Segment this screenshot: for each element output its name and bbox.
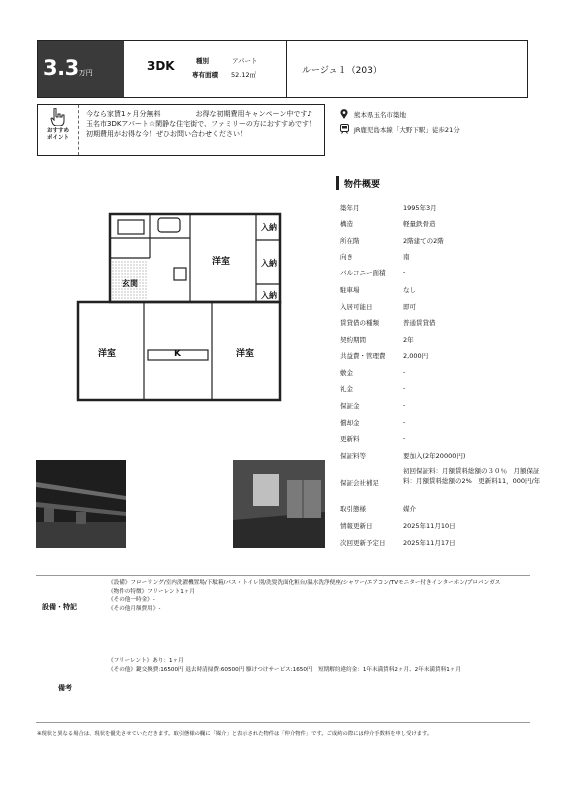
header-divider: [286, 41, 287, 97]
spec-row: [340, 521, 540, 536]
spec-key: 礼金: [340, 385, 353, 393]
type-value: アパート: [232, 57, 258, 65]
address: 熊本県玉名市築地: [354, 111, 406, 119]
genkan-label: 玄関: [122, 279, 138, 288]
western-room-label-1: 洋室: [212, 257, 231, 267]
spec-key: 敷金: [340, 369, 353, 377]
equipment-line: 《その他一時金》-: [108, 597, 155, 603]
spec-value: なし: [403, 286, 416, 294]
spec-key: 取引態様: [340, 505, 366, 513]
spec-value: 即可: [403, 303, 416, 311]
remarks-text: [108, 657, 528, 675]
spec-value: -: [403, 434, 406, 442]
spec-row: [340, 219, 540, 234]
recommend-text: 今なら家賃1ヶ月分無料 お得な初期費用キャンペーン中です♪玉名市3DKアパート☆閑静な住宅街で、ファミリーの方におすすめです！初期費用がお得な今！ぜひお問い合わせください！: [86, 110, 316, 138]
spec-row: [340, 384, 540, 399]
remarks-line: 《その他》鍵交換費:16500円 退去時清掃費:60500円 駆けつけサービス:1650円 短期解約違約金：1年未満賃料2ヶ月、2年未満賃料1ヶ月: [108, 667, 461, 673]
spec-value: 初回保証料：月額賃料総額の３０％ 月額保証料：月額賃料総額の2% 更新料11，000円/年: [403, 467, 541, 485]
spec-row: [340, 236, 540, 251]
spec-value: 南: [403, 253, 410, 261]
spec-row: [340, 318, 540, 333]
spec-row: [340, 203, 540, 218]
spec-key: 保証会社補足: [340, 479, 379, 487]
spec-key: 契約期間: [340, 336, 366, 344]
spec-value: 媒介: [403, 505, 416, 513]
recommend-icon-label: おすすめ ポイント: [46, 128, 70, 141]
spec-row: [340, 335, 540, 350]
footer-note: ※現状と異なる場合は、現状を優先させていただきます。取引態様の欄に「媒介」と表示された物件は「仲介物件」です。ご成約の際には仲介手数料を申し受けます。: [37, 731, 433, 737]
spec-row: [340, 401, 540, 416]
type-label: 種別: [196, 57, 209, 65]
spec-row: [340, 538, 540, 553]
spec-key: 保証金: [340, 402, 360, 410]
spec-value: -: [403, 384, 406, 392]
spec-key: 情報更新日: [340, 522, 373, 530]
area-label: 専有面積: [192, 71, 218, 79]
overview-title: 物件概要: [344, 180, 381, 190]
equipment-top-rule: [36, 575, 530, 576]
spec-row: [340, 368, 540, 383]
rent-value: 3.3: [43, 56, 79, 80]
spec-value: -: [403, 368, 406, 376]
spec-key: 駐車場: [340, 286, 360, 294]
western-room-label-2: 洋室: [98, 349, 117, 359]
spec-row: [340, 302, 540, 317]
spec-value: 要加入(2年20000円): [403, 452, 466, 460]
spec-key: 入居可能日: [340, 303, 373, 311]
equipment-line: 《設備》フローリング/室内洗濯機置場/下駄箱/バス・トイレ別/洗髪洗面化粧台/温水洗浄便座/シャワー/エアコン/TVモニター付きインターホン/プロパンガス: [108, 580, 501, 586]
spec-row: [340, 418, 540, 433]
layout-type: 3DK: [147, 59, 175, 73]
spec-value: 2025年11月10日: [403, 522, 456, 530]
exterior-photo: [36, 460, 126, 548]
equipment-line: 《その他月額費用》-: [108, 605, 161, 612]
spec-value: 2階建ての2階: [403, 237, 444, 245]
map-pin-icon: [340, 109, 348, 119]
spec-key: バルコニー面積: [340, 269, 386, 277]
spec-key: 共益費・管理費: [340, 352, 386, 360]
storage-room-label-2: 入納: [261, 259, 277, 268]
spec-value: 1995年3月: [403, 204, 437, 212]
kitchen-label: K: [174, 349, 181, 359]
equipment-label: 設備・特記: [42, 603, 77, 611]
spec-key: 向き: [340, 253, 353, 261]
property-name: ルージュ１（203）: [302, 66, 382, 76]
spec-row: [340, 351, 540, 366]
spec-row: [340, 451, 540, 466]
spec-row: [340, 504, 540, 519]
spec-row: [340, 285, 540, 300]
spec-key: 次回更新予定日: [340, 539, 386, 547]
floor-plan: [70, 210, 290, 410]
spec-value: 普通賃貸借: [403, 319, 436, 327]
spec-key: 保証料等: [340, 452, 366, 460]
equipment-line: 《物件の特徴》フリーレント1ヶ月: [108, 588, 195, 595]
interior-photo: [233, 460, 325, 548]
spec-row: [340, 434, 540, 449]
pointing-finger-icon: [50, 108, 66, 126]
train-icon: [340, 124, 349, 134]
spec-value: -: [403, 401, 406, 409]
equipment-text: [108, 579, 516, 613]
spec-key: 築年月: [340, 204, 360, 212]
overview-title-bar: [336, 176, 339, 190]
area-value: 52.12㎡: [231, 71, 257, 79]
spec-row: [340, 252, 540, 267]
western-room-label-3: 洋室: [236, 349, 255, 359]
spec-key: 構造: [340, 220, 353, 228]
spec-value: 軽量鉄骨造: [403, 220, 436, 228]
spec-value: 2025年11月17日: [403, 539, 456, 547]
storage-room-label-1: 入納: [261, 223, 277, 232]
storage-room-label-3: 入納: [261, 291, 277, 300]
spec-key: 更新料: [340, 435, 360, 443]
spec-row: [340, 468, 540, 502]
spec-key: 賃貸借の種類: [340, 319, 379, 327]
spec-value: -: [403, 418, 406, 426]
spec-row: [340, 268, 540, 283]
rent-unit: 万円: [78, 69, 93, 77]
spec-key: 所在階: [340, 237, 360, 245]
remarks-label: 備考: [58, 684, 72, 692]
spec-value: -: [403, 268, 406, 276]
spec-value: 2年: [403, 336, 414, 344]
spec-key: 償却金: [340, 419, 360, 427]
remarks-line: 《フリーレント》あり：1ヶ月: [108, 658, 184, 664]
spec-value: 2,000円: [403, 352, 429, 360]
remarks-bottom-rule: [36, 722, 530, 723]
station-access: JR鹿児島本線「大野下駅」徒歩21分: [354, 126, 460, 134]
rent: [43, 56, 123, 82]
